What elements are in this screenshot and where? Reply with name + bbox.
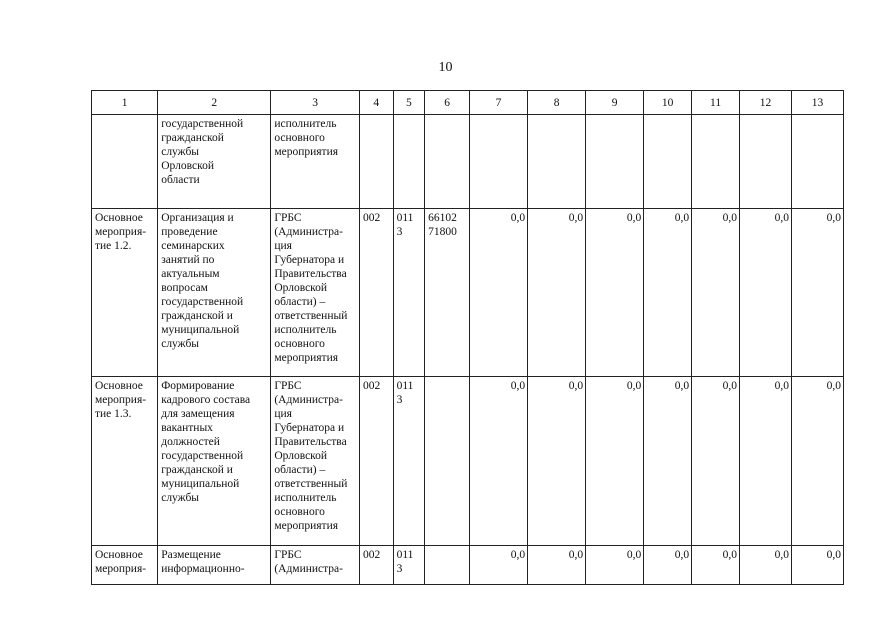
activity-id-cell: Основное мероприя- тие 1.2. — [92, 209, 158, 377]
value-cell: 0,0 — [740, 209, 792, 377]
value-cell: 0,0 — [528, 377, 586, 546]
code-cell — [393, 115, 425, 209]
code-cell: 002 — [359, 546, 393, 585]
code-cell: 66102 71800 — [425, 209, 470, 377]
activity-name-cell: Размещение информационно- — [158, 546, 271, 585]
program-activities-table — [91, 90, 844, 585]
code-cell — [425, 546, 470, 585]
code-cell — [425, 115, 470, 209]
table-row — [92, 115, 844, 209]
column-header: 13 — [791, 91, 843, 115]
column-header: 11 — [692, 91, 740, 115]
value-cell: 0,0 — [586, 377, 644, 546]
activity-name-cell: Организация и проведение семинарских занятий по актуальным вопросам государственной гражданской и муниципальной службы — [158, 209, 271, 377]
value-cell — [586, 115, 644, 209]
column-header: 3 — [271, 91, 360, 115]
header-row — [92, 91, 844, 115]
code-cell: 002 — [359, 377, 393, 546]
code-cell: 011 3 — [393, 377, 425, 546]
value-cell: 0,0 — [740, 377, 792, 546]
table-row — [92, 377, 844, 546]
executor-cell: ГРБС (Администра- — [271, 546, 360, 585]
value-cell: 0,0 — [469, 209, 527, 377]
value-cell: 0,0 — [791, 546, 843, 585]
value-cell: 0,0 — [528, 546, 586, 585]
value-cell: 0,0 — [791, 209, 843, 377]
executor-cell: ГРБС (Администра- ция Губернатора и Правительства Орловской области) – ответственный исполнитель основного мероприятия — [271, 377, 360, 546]
value-cell: 0,0 — [469, 546, 527, 585]
value-cell — [791, 115, 843, 209]
value-cell: 0,0 — [586, 209, 644, 377]
value-cell: 0,0 — [586, 546, 644, 585]
column-header: 4 — [359, 91, 393, 115]
column-header: 5 — [393, 91, 425, 115]
value-cell: 0,0 — [740, 546, 792, 585]
activity-name-cell: Формирование кадрового состава для замещения вакантных должностей государственной гражданской и муниципальной службы — [158, 377, 271, 546]
column-header: 1 — [92, 91, 158, 115]
column-header: 8 — [528, 91, 586, 115]
executor-cell: исполнитель основного мероприятия — [271, 115, 360, 209]
code-cell: 011 3 — [393, 546, 425, 585]
table-row — [92, 209, 844, 377]
value-cell: 0,0 — [644, 546, 692, 585]
column-header: 9 — [586, 91, 644, 115]
value-cell: 0,0 — [692, 209, 740, 377]
value-cell: 0,0 — [644, 377, 692, 546]
code-cell — [359, 115, 393, 209]
value-cell: 0,0 — [528, 209, 586, 377]
column-header: 12 — [740, 91, 792, 115]
activity-id-cell — [92, 115, 158, 209]
value-cell — [469, 115, 527, 209]
activity-id-cell: Основное мероприя- — [92, 546, 158, 585]
value-cell — [644, 115, 692, 209]
activity-id-cell: Основное мероприя- тие 1.3. — [92, 377, 158, 546]
column-header: 10 — [644, 91, 692, 115]
code-cell: 002 — [359, 209, 393, 377]
value-cell: 0,0 — [692, 377, 740, 546]
value-cell: 0,0 — [469, 377, 527, 546]
activity-name-cell: государственной гражданской службы Орловской области — [158, 115, 271, 209]
executor-cell: ГРБС (Администра- ция Губернатора и Правительства Орловской области) – ответственный исполнитель основного мероприятия — [271, 209, 360, 377]
value-cell — [740, 115, 792, 209]
code-cell — [425, 377, 470, 546]
value-cell: 0,0 — [692, 546, 740, 585]
table-row — [92, 546, 844, 585]
value-cell — [528, 115, 586, 209]
value-cell: 0,0 — [791, 377, 843, 546]
value-cell — [692, 115, 740, 209]
column-header: 7 — [469, 91, 527, 115]
value-cell: 0,0 — [644, 209, 692, 377]
page-number: 10 — [438, 60, 453, 75]
column-header: 6 — [425, 91, 470, 115]
code-cell: 011 3 — [393, 209, 425, 377]
column-header: 2 — [158, 91, 271, 115]
